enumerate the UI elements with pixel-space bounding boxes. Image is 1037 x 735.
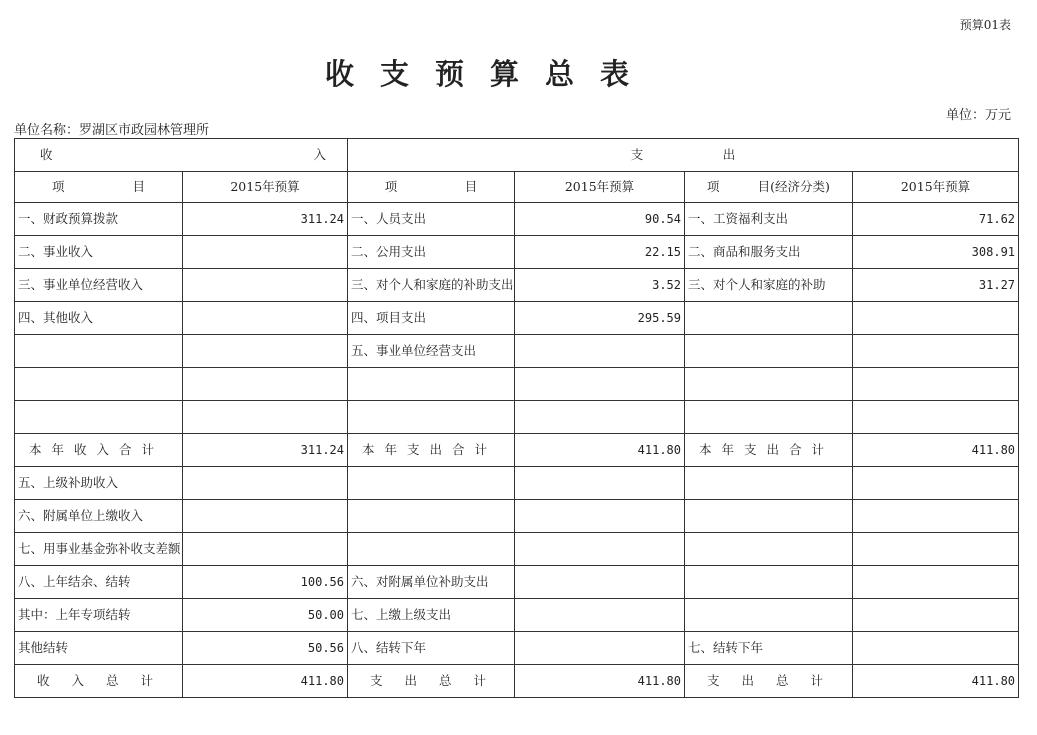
income-item: 二、事业收入 [15,236,183,269]
econ-item [685,368,853,401]
page-title: 收支预算总表 [324,57,655,91]
expense-value: 3.52 [515,269,685,302]
table-row [15,368,1019,401]
econ-item [685,335,853,368]
income-item: 其中：上年专项结转 [15,599,183,632]
col-expense-budget: 2015年预算 [515,172,685,203]
econ-value [853,467,1019,500]
income-value: 50.56 [183,632,348,665]
income-item: 四、其他收入 [15,302,183,335]
table-row [15,467,1019,500]
income-item: 七、用事业基金弥补收支差额 [15,533,183,566]
econ-item: 二、商品和服务支出 [685,236,853,269]
income-value [183,401,348,434]
table-row [15,269,1019,302]
table-row [15,500,1019,533]
econ-item [685,599,853,632]
income-value [183,236,348,269]
expense-item [348,533,515,566]
econ-item [685,533,853,566]
econ-item [685,401,853,434]
econ-item: 一、工资福利支出 [685,203,853,236]
econ-value [853,566,1019,599]
income-value [183,533,348,566]
doc-code: 预算01表 [959,18,1011,32]
expense-item: 二、公用支出 [348,236,515,269]
econ-subtotal-value: 411.80 [853,434,1019,467]
col-income-budget: 2015年预算 [183,172,348,203]
income-item: 五、上级补助收入 [15,467,183,500]
econ-total-label: 支出总计 [685,665,853,698]
expense-value [515,533,685,566]
expense-value [515,401,685,434]
unit-label: 单位：万元 [945,108,1011,123]
expense-item [348,500,515,533]
table-row [15,335,1019,368]
expense-item: 六、对附属单位补助支出 [348,566,515,599]
header-row-1 [15,139,1019,172]
income-item [15,335,183,368]
econ-value [853,335,1019,368]
expense-item [348,368,515,401]
expense-value [515,566,685,599]
income-item: 六、附属单位上缴收入 [15,500,183,533]
econ-value [853,500,1019,533]
econ-value [853,401,1019,434]
income-total-value: 411.80 [183,665,348,698]
org-name: 单位名称：罗湖区市政园林管理所 [14,123,210,138]
income-value: 311.24 [183,203,348,236]
econ-value: 308.91 [853,236,1019,269]
table-row [15,236,1019,269]
income-value [183,302,348,335]
income-item: 八、上年结余、结转 [15,566,183,599]
col-econ-budget: 2015年预算 [853,172,1019,203]
income-value [183,500,348,533]
expense-value: 90.54 [515,203,685,236]
expense-item: 七、上缴上级支出 [348,599,515,632]
econ-item [685,500,853,533]
econ-subtotal-label: 本年支出合计 [685,434,853,467]
expense-header: 支 出 [348,139,1019,172]
income-value [183,269,348,302]
subtotal-row [15,434,1019,467]
expense-value [515,599,685,632]
income-value [183,467,348,500]
income-value [183,368,348,401]
expense-total-label: 支出总计 [348,665,515,698]
income-header: 收 入 [15,139,348,172]
total-row [15,665,1019,698]
expense-value [515,368,685,401]
col-econ-item: 项 目(经济分类) [685,172,853,203]
table-row [15,599,1019,632]
col-income-item: 项 目 [15,172,183,203]
expense-value: 22.15 [515,236,685,269]
econ-item: 七、结转下年 [685,632,853,665]
income-item: 三、事业单位经营收入 [15,269,183,302]
income-total-label: 收入总计 [15,665,183,698]
expense-subtotal-value: 411.80 [515,434,685,467]
income-value: 100.56 [183,566,348,599]
expense-item: 五、事业单位经营支出 [348,335,515,368]
income-value [183,335,348,368]
header-row-2 [15,172,1019,203]
table-row [15,302,1019,335]
expense-item: 八、结转下年 [348,632,515,665]
income-item [15,401,183,434]
econ-item: 三、对个人和家庭的补助 [685,269,853,302]
expense-value [515,500,685,533]
expense-item: 三、对个人和家庭的补助支出 [348,269,515,302]
expense-value [515,467,685,500]
expense-subtotal-label: 本年支出合计 [348,434,515,467]
income-item [15,368,183,401]
expense-value [515,335,685,368]
col-expense-item: 项 目 [348,172,515,203]
budget-table [14,138,1019,698]
income-value: 50.00 [183,599,348,632]
table-row [15,401,1019,434]
expense-total-value: 411.80 [515,665,685,698]
table-row [15,203,1019,236]
econ-value [853,632,1019,665]
table-row [15,566,1019,599]
expense-item [348,401,515,434]
table-row [15,533,1019,566]
econ-value: 71.62 [853,203,1019,236]
econ-value [853,368,1019,401]
expense-value: 295.59 [515,302,685,335]
income-item: 一、财政预算拨款 [15,203,183,236]
econ-value [853,599,1019,632]
expense-value [515,632,685,665]
expense-item [348,467,515,500]
income-subtotal-value: 311.24 [183,434,348,467]
income-subtotal-label: 本年收入合计 [15,434,183,467]
econ-value [853,533,1019,566]
income-item: 其他结转 [15,632,183,665]
econ-item [685,467,853,500]
expense-item: 一、人员支出 [348,203,515,236]
expense-item: 四、项目支出 [348,302,515,335]
econ-value [853,302,1019,335]
econ-item [685,302,853,335]
econ-total-value: 411.80 [853,665,1019,698]
econ-value: 31.27 [853,269,1019,302]
table-row [15,632,1019,665]
econ-item [685,566,853,599]
